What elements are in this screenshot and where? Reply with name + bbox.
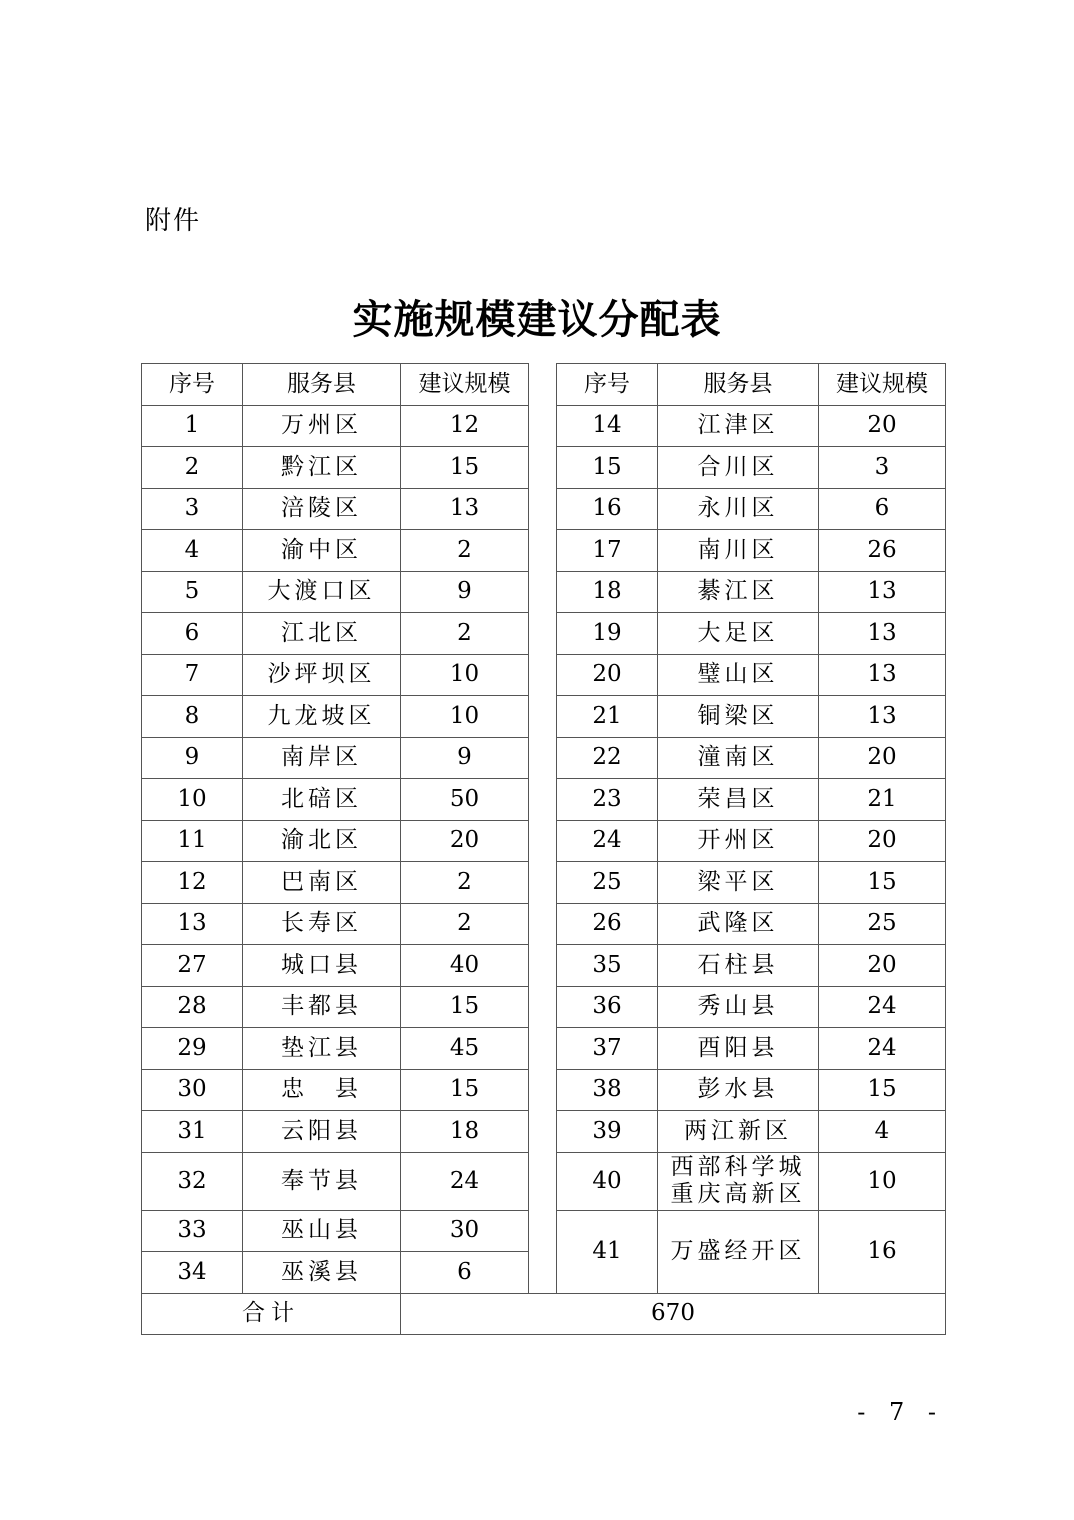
row-county: 巫山县	[243, 1210, 401, 1252]
row-no: 41	[557, 1210, 658, 1293]
row-scale: 6	[819, 488, 946, 530]
row-no: 16	[557, 488, 658, 530]
row-no: 3	[142, 488, 243, 530]
row-scale: 20	[819, 820, 946, 862]
row-no: 34	[142, 1252, 243, 1294]
row-no: 14	[557, 405, 658, 447]
row-scale: 2	[401, 903, 529, 945]
row-no: 39	[557, 1111, 658, 1153]
row-no: 9	[142, 737, 243, 779]
row-scale: 2	[401, 530, 529, 572]
row-county: 奉节县	[243, 1152, 401, 1210]
row-no: 10	[142, 779, 243, 821]
row-county: 黔江区	[243, 447, 401, 489]
row-scale: 2	[401, 862, 529, 904]
row-county: 开州区	[658, 820, 819, 862]
row-county: 酉阳县	[658, 1028, 819, 1070]
row-no: 11	[142, 820, 243, 862]
row-scale: 10	[401, 696, 529, 738]
row-no: 13	[142, 903, 243, 945]
header-scale-right: 建议规模	[819, 364, 946, 406]
row-county: 沙坪坝区	[243, 654, 401, 696]
row-no: 17	[557, 530, 658, 572]
row-no: 40	[557, 1152, 658, 1210]
row-scale: 2	[401, 613, 529, 655]
table-body	[142, 364, 946, 1335]
row-no: 18	[557, 571, 658, 613]
row-scale: 50	[401, 779, 529, 821]
row-county: 南川区	[658, 530, 819, 572]
row-scale: 16	[819, 1210, 946, 1293]
row-no: 19	[557, 613, 658, 655]
row-county: 忠 县	[243, 1069, 401, 1111]
row-scale: 15	[401, 1069, 529, 1111]
row-scale: 13	[819, 654, 946, 696]
row-no: 28	[142, 986, 243, 1028]
row-county: 万州区	[243, 405, 401, 447]
county-name-line2: 重庆高新区	[670, 1181, 806, 1207]
row-scale: 20	[819, 405, 946, 447]
header-county-right: 服务县	[658, 364, 819, 406]
row-no: 26	[557, 903, 658, 945]
row-county: 长寿区	[243, 903, 401, 945]
attachment-label: 附件	[145, 206, 202, 236]
row-county: 云阳县	[243, 1111, 401, 1153]
row-scale: 3	[819, 447, 946, 489]
header-row	[142, 364, 946, 406]
row-county: 城口县	[243, 945, 401, 987]
row-no: 8	[142, 696, 243, 738]
row-county: 江津区	[658, 405, 819, 447]
row-county: 江北区	[243, 613, 401, 655]
row-scale: 12	[401, 405, 529, 447]
row-county: 涪陵区	[243, 488, 401, 530]
row-scale: 13	[819, 571, 946, 613]
row-no: 21	[557, 696, 658, 738]
row-no: 33	[142, 1210, 243, 1252]
row-county: 两江新区	[658, 1111, 819, 1153]
row-scale: 26	[819, 530, 946, 572]
row-scale: 13	[819, 696, 946, 738]
document-title: 实施规模建议分配表	[352, 296, 722, 343]
row-no: 35	[557, 945, 658, 987]
row-county: 武隆区	[658, 903, 819, 945]
header-county-left: 服务县	[243, 364, 401, 406]
row-county: 九龙坡区	[243, 696, 401, 738]
row-scale: 45	[401, 1028, 529, 1070]
row-scale: 9	[401, 571, 529, 613]
row-county: 巴南区	[243, 862, 401, 904]
row-county: 渝中区	[243, 530, 401, 572]
row-no: 7	[142, 654, 243, 696]
row-county: 万盛经开区	[658, 1210, 819, 1293]
row-scale: 20	[819, 945, 946, 987]
row-no: 36	[557, 986, 658, 1028]
row-no: 20	[557, 654, 658, 696]
row-no: 25	[557, 862, 658, 904]
column-gap	[529, 364, 557, 1252]
row-county: 荣昌区	[658, 779, 819, 821]
row-no: 22	[557, 737, 658, 779]
row-county: 梁平区	[658, 862, 819, 904]
row-no: 27	[142, 945, 243, 987]
row-county	[658, 1152, 819, 1210]
row-county: 垫江县	[243, 1028, 401, 1070]
row-scale: 10	[401, 654, 529, 696]
row-county: 綦江区	[658, 571, 819, 613]
row-scale: 30	[401, 1210, 529, 1252]
row-county: 南岸区	[243, 737, 401, 779]
row-no: 29	[142, 1028, 243, 1070]
row-no: 30	[142, 1069, 243, 1111]
row-no: 23	[557, 779, 658, 821]
row-county: 永川区	[658, 488, 819, 530]
row-county: 大渡口区	[243, 571, 401, 613]
row-no: 31	[142, 1111, 243, 1153]
total-label: 合计	[142, 1293, 401, 1335]
row-scale: 15	[401, 447, 529, 489]
row-no: 32	[142, 1152, 243, 1210]
row-no: 24	[557, 820, 658, 862]
row-county: 巫溪县	[243, 1252, 401, 1294]
row-scale: 13	[819, 613, 946, 655]
row-no: 4	[142, 530, 243, 572]
row-scale: 20	[401, 820, 529, 862]
row-no: 5	[142, 571, 243, 613]
row-scale: 25	[819, 903, 946, 945]
page-number: - 7 -	[857, 1398, 944, 1426]
row-county: 石柱县	[658, 945, 819, 987]
row-scale: 40	[401, 945, 529, 987]
row-county: 渝北区	[243, 820, 401, 862]
row-county: 璧山区	[658, 654, 819, 696]
row-no: 38	[557, 1069, 658, 1111]
allocation-table	[141, 363, 946, 1335]
row-county: 北碚区	[243, 779, 401, 821]
row-no: 2	[142, 447, 243, 489]
row-scale: 15	[819, 1069, 946, 1111]
row-county: 丰都县	[243, 986, 401, 1028]
row-scale: 15	[819, 862, 946, 904]
row-scale: 4	[819, 1111, 946, 1153]
row-scale: 24	[819, 1028, 946, 1070]
row-scale: 24	[819, 986, 946, 1028]
header-no-right: 序号	[557, 364, 658, 406]
row-county: 秀山县	[658, 986, 819, 1028]
header-no-left: 序号	[142, 364, 243, 406]
row-scale: 21	[819, 779, 946, 821]
row-county: 大足区	[658, 613, 819, 655]
row-county: 合川区	[658, 447, 819, 489]
row-scale: 15	[401, 986, 529, 1028]
row-scale: 24	[401, 1152, 529, 1210]
row-scale: 20	[819, 737, 946, 779]
row-county: 铜梁区	[658, 696, 819, 738]
row-county: 彭水县	[658, 1069, 819, 1111]
row-scale: 18	[401, 1111, 529, 1153]
total-value: 670	[401, 1293, 946, 1335]
row-no: 6	[142, 613, 243, 655]
row-no: 37	[557, 1028, 658, 1070]
row-no: 15	[557, 447, 658, 489]
row-scale: 6	[401, 1252, 529, 1294]
row-scale: 13	[401, 488, 529, 530]
county-name-line1: 西部科学城	[670, 1154, 806, 1180]
total-row	[142, 1293, 946, 1335]
row-no: 1	[142, 405, 243, 447]
row-scale: 10	[819, 1152, 946, 1210]
header-scale-left: 建议规模	[401, 364, 529, 406]
row-county: 潼南区	[658, 737, 819, 779]
row-no: 12	[142, 862, 243, 904]
row-scale: 9	[401, 737, 529, 779]
